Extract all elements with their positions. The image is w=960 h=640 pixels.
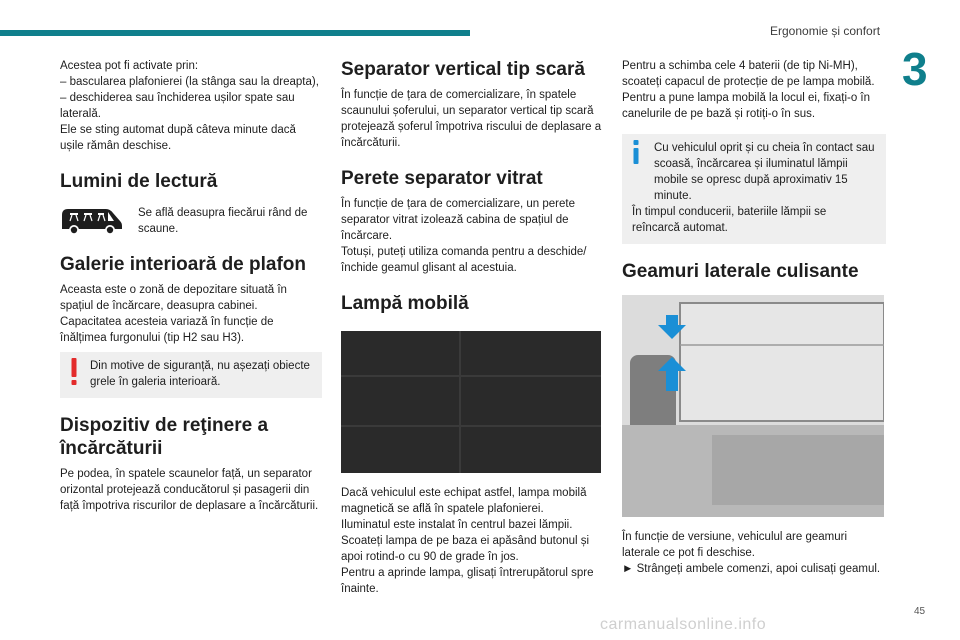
battery-text: Pentru a schimba cele 4 baterii (de tip Ni-MH), scoateți capacul de protecție de pe lampa mobilă. xyxy=(622,60,875,88)
load-retention-heading: Dispozitiv de reţinere a încărcăturii xyxy=(60,415,269,459)
column-3 xyxy=(622,58,886,577)
sliding-window-photo xyxy=(622,295,884,517)
section-title: Ergonomie și confort xyxy=(770,24,881,38)
info-note-text: În timpul conducerii, bateriile lămpii se reîncarcă automat. xyxy=(632,206,827,234)
header-accent-bar xyxy=(0,30,470,36)
sliding-window-illustration xyxy=(622,295,884,517)
battery-text: Pentru a pune lampa mobilă la locul ei, fixați-o în canelurile de pe bază și rotiți-o în sus. xyxy=(622,92,871,120)
mobile-lamp-heading: Lampă mobilă xyxy=(341,293,469,314)
glazed-separator-text: Totuși, puteți utiliza comanda pentru a deschide/închide geamul glisant al acestuia. xyxy=(341,246,587,274)
sliding-windows-text: ► Strângeți ambele comenzi, apoi culisați geamul. xyxy=(622,563,881,575)
van-lights-icon xyxy=(60,205,124,237)
glazed-separator-text: În funcție de țara de comercializare, un perete separator vitrat izolează cabina de spațiul de încărcare. xyxy=(341,198,575,242)
warning-exclamation-icon xyxy=(70,358,78,386)
reading-lights-row xyxy=(60,205,322,237)
page-number: 45 xyxy=(914,606,926,617)
load-retention-text: Pe podea, în spatele scaunelor față, un separator orizontal protejează conducătorul și pasagerii din față împotriva riscurilor de deplasare a încărcăturii. xyxy=(60,468,319,512)
ceiling-gallery-text: Aceasta este o zonă de depozitare situată în spațiul de încărcare, deasupra cabinei. Capacitatea acesteia variază în funcție de înălțimea furgonului (tip H2 sau H3). xyxy=(60,284,287,344)
reading-lights-text: Se află deasupra fiecărui rând de scaune. xyxy=(138,207,308,235)
mobile-lamp-text: Pentru a aprinde lampa, glisați întrerupătorul spre înainte. xyxy=(341,567,594,595)
mobile-lamp-text: Scoateți lampa de pe baza ei apăsând butonul și apoi rotind-o cu 90 de grade în jos. xyxy=(341,535,590,563)
column-2 xyxy=(341,58,603,597)
ladder-separator-text: În funcție de țara de comercializare, în spatele scaunului șoferului, un separator vertical tip scară protejează șoferul împotriva riscului de deplasare a încărcăturii. xyxy=(341,89,602,149)
warning-note xyxy=(60,352,322,398)
intro-line: – bascularea plafonierei (la stânga sau la dreapta), xyxy=(60,76,319,88)
watermark: carmanualsonline.info xyxy=(600,616,767,633)
info-icon xyxy=(632,140,640,164)
sliding-windows-heading: Geamuri laterale culisante xyxy=(622,261,859,282)
intro-line: – deschiderea sau închiderea ușilor spate sau laterală. xyxy=(60,92,295,120)
sliding-windows-text: În funcție de versiune, vehiculul are geamuri laterale ce pot fi deschise. xyxy=(622,531,848,559)
column-1 xyxy=(60,58,322,514)
mobile-lamp-text: Iluminatul este instalat în centrul bazei lămpii. xyxy=(341,519,573,531)
ceiling-gallery-heading: Galerie interioară de plafon xyxy=(60,254,307,275)
mobile-lamp-photo xyxy=(341,331,601,473)
glazed-separator-heading: Perete separator vitrat xyxy=(341,168,543,189)
info-note-text: Cu vehiculul oprit și cu cheia în contact sau scoasă, încărcarea și iluminatul lămpii mobile se opresc după aproximativ 15 minute. xyxy=(654,142,875,202)
chapter-number: 3 xyxy=(902,43,928,95)
mobile-lamp-text: Dacă vehiculul este echipat astfel, lampa mobilă magnetică se află în spatele plafonierei. xyxy=(341,487,587,515)
info-note xyxy=(622,134,886,244)
intro-line: Acestea pot fi activate prin: xyxy=(60,60,199,72)
reading-lights-heading: Lumini de lectură xyxy=(60,171,218,192)
ladder-separator-heading: Separator vertical tip scară xyxy=(341,59,585,80)
intro-line: Ele se sting automat după câteva minute dacă ușile rămân deschise. xyxy=(60,124,296,152)
warning-note-text: Din motive de siguranță, nu așezați obiecte grele în galeria interioară. xyxy=(90,360,310,388)
